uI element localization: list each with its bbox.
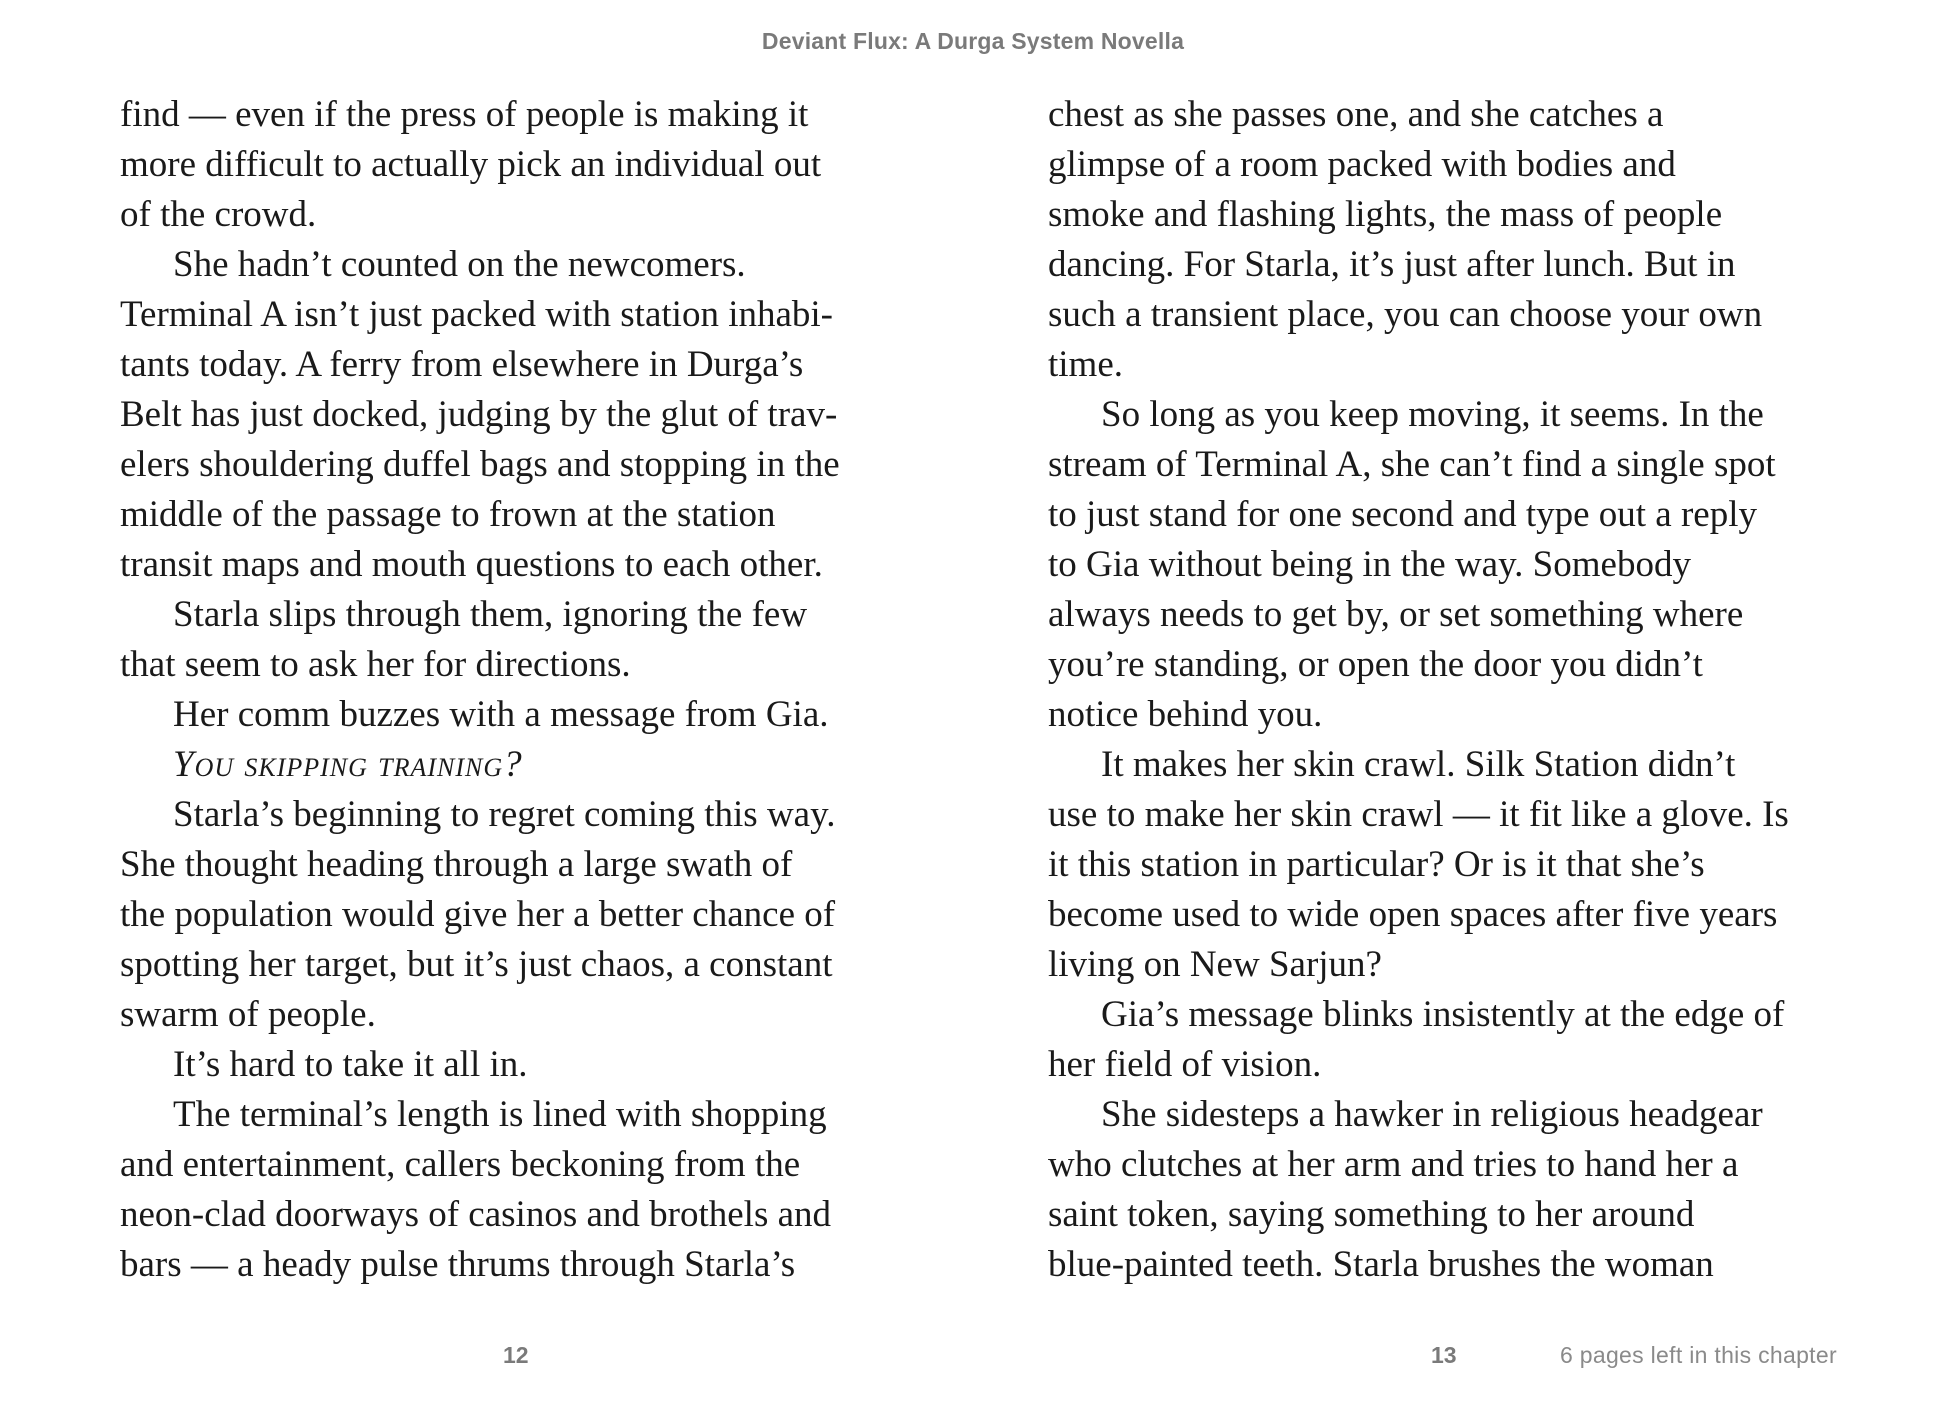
text-line: It makes her skin crawl. Silk Station didn’t <box>1101 744 1736 785</box>
text-line: stream of Terminal A, she can’t find a single spot <box>1048 444 1776 485</box>
text-line: She hadn’t counted on the newcomers. <box>173 244 746 285</box>
text-line: glimpse of a room packed with bodies and <box>1048 144 1676 185</box>
text-line: You skipping training? <box>173 744 523 785</box>
text-line: neon-clad doorways of casinos and brothels and <box>120 1194 832 1235</box>
text-line: become used to wide open spaces after five years <box>1048 894 1778 935</box>
text-line: living on New Sarjun? <box>1048 944 1382 985</box>
text-line: dancing. For Starla, it’s just after lunch. But in <box>1048 244 1736 285</box>
text-line: you’re standing, or open the door you didn’t <box>1048 644 1703 685</box>
text-line: blue-painted teeth. Starla brushes the woman <box>1048 1244 1714 1285</box>
text-line: It’s hard to take it all in. <box>173 1044 528 1085</box>
text-line: Terminal A isn’t just packed with station inhabi- <box>120 294 833 335</box>
text-line: to just stand for one second and type out a reply <box>1048 494 1757 535</box>
text-line: tants today. A ferry from elsewhere in Durga’s <box>120 344 804 385</box>
text-line: middle of the passage to frown at the station <box>120 494 776 535</box>
text-line: saint token, saying something to her around <box>1048 1194 1695 1235</box>
text-line: of the crowd. <box>120 194 317 235</box>
text-line: Belt has just docked, judging by the glut of trav- <box>120 394 838 435</box>
text-line: She thought heading through a large swath of <box>120 844 793 885</box>
text-line: find — even if the press of people is making it <box>120 94 809 135</box>
text-line: swarm of people. <box>120 994 376 1035</box>
text-line: and entertainment, callers beckoning from the <box>120 1144 801 1185</box>
text-line: more difficult to actually pick an individual out <box>120 144 822 185</box>
text-line: elers shouldering duffel bags and stopping in the <box>120 444 840 485</box>
pages-left-in-chapter: 6 pages left in this chapter <box>1560 1342 1837 1368</box>
text-line: Starla’s beginning to regret coming this way. <box>173 794 836 835</box>
text-line: always needs to get by, or set something where <box>1048 594 1744 635</box>
text-line: bars — a heady pulse thrums through Starla’s <box>120 1244 796 1285</box>
text-line: Starla slips through them, ignoring the few <box>173 594 808 635</box>
text-line: who clutches at her arm and tries to hand her a <box>1048 1144 1739 1185</box>
text-line: to Gia without being in the way. Somebody <box>1048 544 1691 585</box>
book-title: Deviant Flux: A Durga System Novella <box>761 28 1185 54</box>
text-line: her field of vision. <box>1048 1044 1322 1085</box>
text-line: Her comm buzzes with a message from Gia. <box>173 694 829 735</box>
text-line: smoke and flashing lights, the mass of people <box>1048 194 1723 235</box>
text-line: spotting her target, but it’s just chaos, a constant <box>120 944 833 985</box>
left-page-text <box>120 90 930 1290</box>
text-line: that seem to ask her for directions. <box>120 644 631 685</box>
left-page-number: 12 <box>503 1342 529 1368</box>
text-line: Gia’s message blinks insistently at the edge of <box>1101 994 1785 1035</box>
text-line: it this station in particular? Or is it that she’s <box>1048 844 1705 885</box>
text-line: time. <box>1048 344 1124 385</box>
right-page-number: 13 <box>1431 1342 1457 1368</box>
text-line: transit maps and mouth questions to each other. <box>120 544 823 585</box>
right-page-text <box>1048 90 1858 1290</box>
text-line: use to make her skin crawl — it fit like a glove. Is <box>1048 794 1789 835</box>
text-line: She sidesteps a hawker in religious headgear <box>1101 1094 1763 1135</box>
text-line: chest as she passes one, and she catches a <box>1048 94 1664 135</box>
text-line: The terminal’s length is lined with shopping <box>173 1094 827 1135</box>
text-line: such a transient place, you can choose your own <box>1048 294 1763 335</box>
text-line: So long as you keep moving, it seems. In the <box>1101 394 1764 435</box>
text-line: the population would give her a better chance of <box>120 894 836 935</box>
text-line: notice behind you. <box>1048 694 1323 735</box>
